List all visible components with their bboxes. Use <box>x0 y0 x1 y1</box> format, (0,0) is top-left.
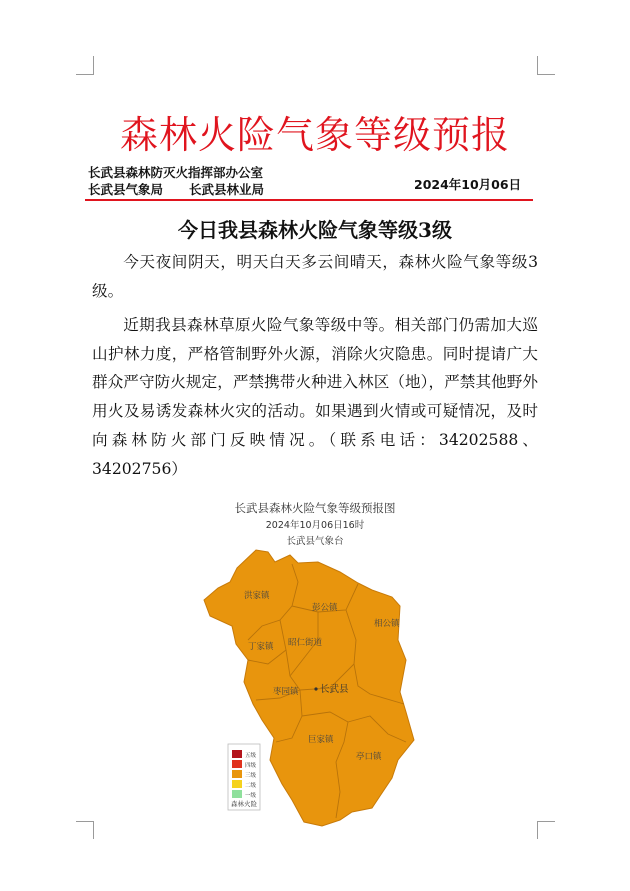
issuer-meteorological-bureau: 长武县气象局 <box>88 182 164 197</box>
legend-swatch <box>232 750 242 758</box>
legend-swatch <box>232 780 242 788</box>
issuer-forestry-bureau: 长武县林业局 <box>189 182 265 197</box>
legend-label: 三级 <box>245 773 257 779</box>
town-label-shiyuan: 枣园镇 <box>273 687 299 697</box>
legend-label: 一级 <box>245 793 257 799</box>
legend-title: 森林火险 <box>231 800 257 808</box>
town-label-tingkou: 亭口镇 <box>356 752 382 762</box>
town-label-pengong: 彭公镇 <box>312 603 338 613</box>
legend-swatch <box>232 760 242 768</box>
map-title: 长武县森林火险气象等级预报图 <box>234 501 396 515</box>
legend-swatch <box>232 770 242 778</box>
county-seat-marker <box>314 687 317 690</box>
legend-label: 二级 <box>245 783 257 789</box>
map-source: 长武县气象台 <box>286 536 344 547</box>
legend-swatch <box>232 790 242 798</box>
town-label-hongjia: 洪家镇 <box>244 591 270 601</box>
issuer-office: 长武县森林防灭火指挥部办公室 <box>88 165 264 180</box>
town-label-zhaoren: 昭仁街道 <box>288 638 323 648</box>
headline: 今日我县森林火险气象等级3级 <box>178 218 452 242</box>
paragraph-forecast: 今天夜间阴天，明天白天多云间晴天，森林火险气象等级3级。 <box>92 253 538 300</box>
county-label-changwu: 长武县 <box>320 684 349 695</box>
map-time: 2024年10月06日16时 <box>265 520 365 531</box>
town-label-xiangong: 相公镇 <box>374 619 400 629</box>
document-title: 森林火险气象等级预报 <box>119 113 510 157</box>
issue-date: 2024年10月06日 <box>414 177 522 192</box>
town-label-jujia: 巨家镇 <box>308 735 334 745</box>
legend-label: 四级 <box>245 763 257 769</box>
town-label-dingjia: 丁家镇 <box>248 642 274 652</box>
legend <box>228 744 260 810</box>
legend-label: 五级 <box>245 753 257 759</box>
paragraph-advisory: 近期我县森林草原火险气象等级中等。相关部门仍需加大巡山护林力度，严格管制野外火源，消除火灾隐患。同时提请广大群众严守防火规定，严禁携带火种进入林区（地），严禁其他野外用火及易诱发森林火灾的活动。如果遇到火情或可疑情况，及时向森林防火部门反映情况。（联系电话：34202588、34202756） <box>92 316 538 478</box>
